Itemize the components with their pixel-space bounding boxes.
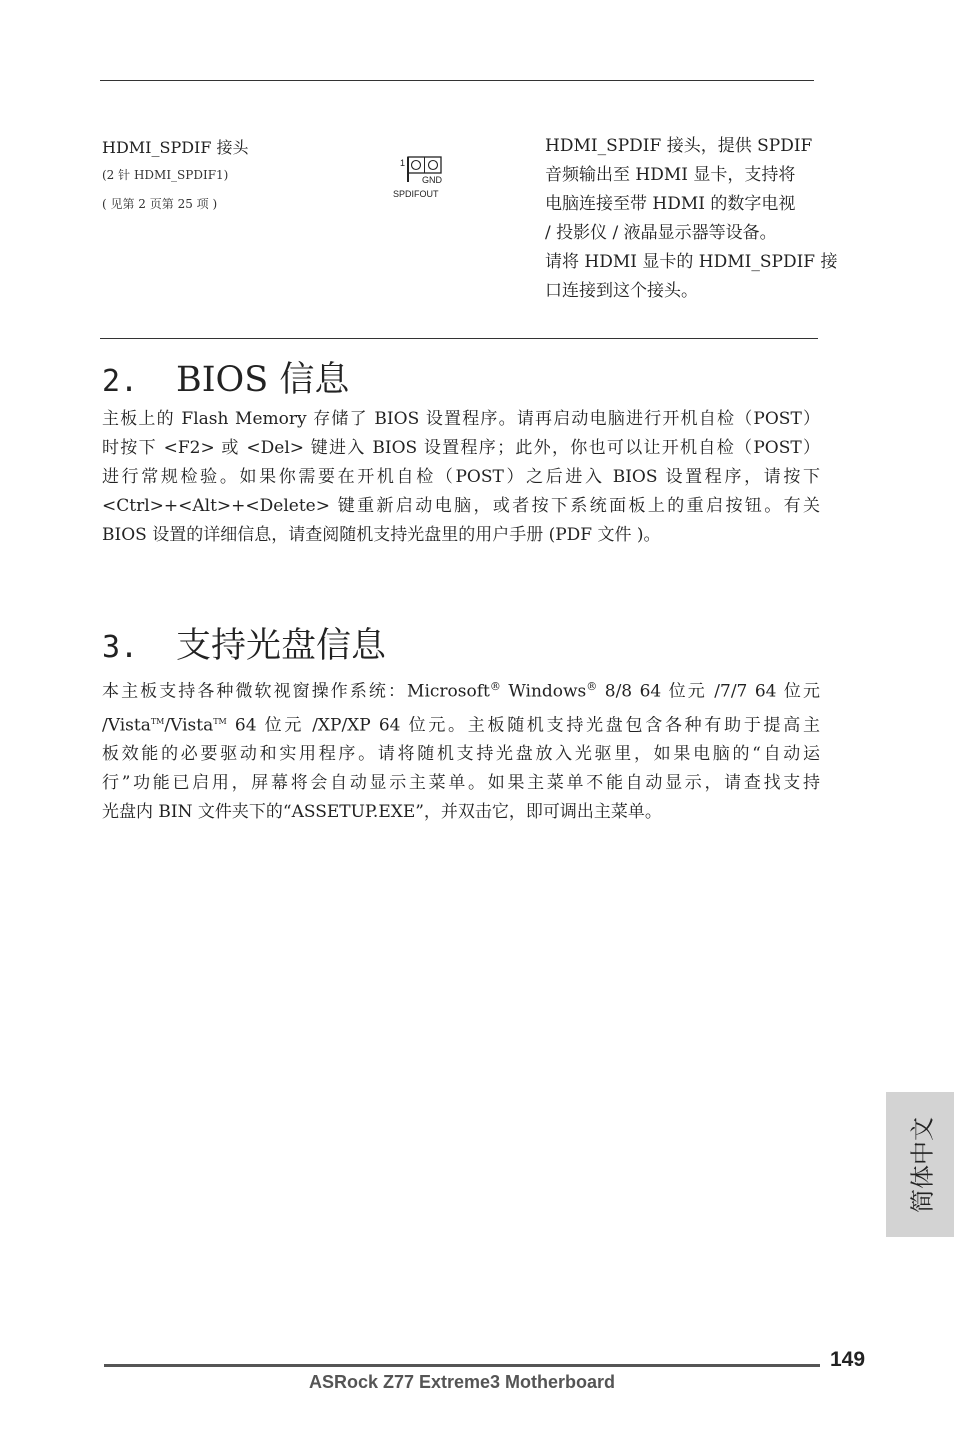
- pin-2-circle: [429, 161, 438, 170]
- paragraph-line: 进行常规检验。如果你需要在开机自检（POST）之后进入 BIOS 设置程序，请按下: [102, 467, 820, 487]
- page-number: 149: [830, 1348, 866, 1371]
- description-line: 请将 HDMI 显卡的 HDMI_SPDIF 接: [545, 252, 838, 272]
- section-title: BIOS 信息: [176, 360, 350, 400]
- trademark-mark: TM: [150, 716, 165, 726]
- paragraph-line: 板效能的必要驱动和实用程序。请将随机支持光盘放入光驱里，如果电脑的“自动运: [102, 744, 820, 765]
- os-text: 8/8 64 位元 /7/7 64 位元: [597, 681, 820, 702]
- cd-section-heading: [102, 618, 386, 668]
- connector-name: HDMI_SPDIF 接头: [102, 138, 249, 157]
- page-reference: ( 见第 2 页第 25 项 ): [102, 197, 218, 211]
- section-number: 3.: [102, 630, 139, 665]
- paragraph-line: [102, 707, 820, 741]
- cd-paragraph: [102, 672, 820, 827]
- gnd-label: GND: [422, 175, 442, 185]
- description-line: 电脑连接至带 HDMI 的数字电视: [545, 194, 796, 214]
- paragraph-line: [102, 672, 820, 707]
- os-text: /Vista: [102, 715, 151, 736]
- paragraph-line: 时按下 <F2> 或 <Del> 键进入 BIOS 设置程序；此外，你也可以让开机自检（POST）: [102, 438, 820, 458]
- description-line: HDMI_SPDIF 接头，提供 SPDIF: [545, 136, 813, 156]
- pin-1-circle: [412, 161, 421, 170]
- section-number: 2.: [102, 364, 139, 399]
- paragraph-line: <Ctrl>+<Alt>+<Delete> 键重新启动电脑，或者按下系统面板上的重启按钮。有关: [102, 496, 820, 516]
- paragraph-line: 行”功能已启用，屏幕将会自动显示主菜单。如果主菜单不能自动显示，请查找支持: [102, 773, 820, 794]
- os-text: 64 位元 /XP/XP 64 位元。主板随机支持光盘包含各种有助于提高主: [226, 715, 820, 736]
- spdifout-label: SPDIFOUT: [393, 189, 439, 199]
- section-title: 支持光盘信息: [176, 626, 387, 666]
- registered-mark: ®: [586, 680, 598, 693]
- os-text: /Vista: [164, 715, 214, 736]
- footer-product-name: ASRock Z77 Extreme3 Motherboard: [308, 1372, 616, 1392]
- pin-info: (2 针 HDMI_SPDIF1): [102, 168, 229, 182]
- top-rule: [100, 80, 814, 81]
- section-rule: [100, 338, 818, 339]
- paragraph-line: 主板上的 Flash Memory 存储了 BIOS 设置程序。请再启动电脑进行开机自检（POST）: [102, 409, 820, 429]
- description-line: / 投影仪 / 液晶显示器等设备。: [545, 223, 777, 243]
- connector-description: [545, 132, 838, 306]
- os-text: 本主板支持各种微软视窗操作系统：Microsoft: [102, 681, 490, 702]
- description-line: 口连接到这个接头。: [545, 281, 698, 301]
- paragraph-line: BIOS 设置的详细信息，请查阅随机支持光盘里的用户手册 (PDF 文件 )。: [102, 525, 661, 545]
- bios-paragraph: [102, 405, 820, 550]
- trademark-mark: TM: [213, 716, 227, 726]
- pin-1-label: 1: [400, 158, 406, 168]
- language-side-tab: [886, 1092, 954, 1237]
- os-text: Windows: [500, 681, 587, 702]
- description-line: 音频输出至 HDMI 显卡，支持将: [545, 165, 796, 185]
- bios-section-heading: [102, 352, 349, 402]
- spdif-connector-diagram: [393, 154, 463, 204]
- registered-mark: ®: [489, 680, 501, 693]
- footer-rule: [104, 1364, 820, 1367]
- language-label: 简体中文: [908, 1116, 937, 1213]
- paragraph-line: 光盘内 BIN 文件夹下的“ASSETUP.EXE”，并双击它，即可调出主菜单。: [102, 802, 662, 823]
